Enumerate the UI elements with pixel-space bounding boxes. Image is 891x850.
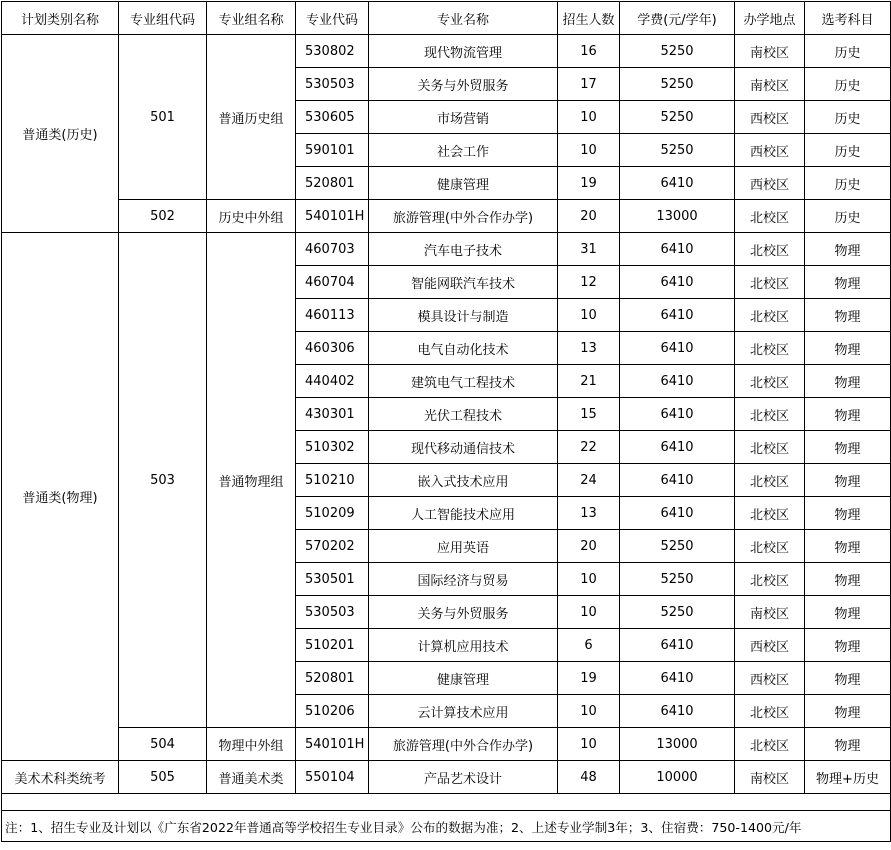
- campus: 北校区: [735, 266, 805, 299]
- elective-subject: 历史: [805, 35, 891, 68]
- enroll-count: 15: [558, 398, 620, 431]
- tuition-fee: 5250: [620, 563, 735, 596]
- table-row: [2, 200, 891, 233]
- elective-subject: 物理: [805, 233, 891, 266]
- blank-row: [2, 794, 891, 811]
- elective-subject: 物理: [805, 563, 891, 596]
- table-row: [2, 728, 891, 761]
- elective-subject: 历史: [805, 200, 891, 233]
- elective-subject: 物理: [805, 530, 891, 563]
- campus: 北校区: [735, 431, 805, 464]
- elective-subject: 物理: [805, 266, 891, 299]
- enroll-count: 10: [558, 695, 620, 728]
- enroll-count: 6: [558, 629, 620, 662]
- campus: 西校区: [735, 167, 805, 200]
- major-name: 汽车电子技术: [369, 233, 558, 266]
- elective-subject: 历史: [805, 68, 891, 101]
- major-name: 现代移动通信技术: [369, 431, 558, 464]
- campus: 北校区: [735, 299, 805, 332]
- enroll-count: 19: [558, 167, 620, 200]
- campus: 北校区: [735, 398, 805, 431]
- table-body: [2, 35, 891, 842]
- enroll-count: 16: [558, 35, 620, 68]
- enroll-count: 13: [558, 332, 620, 365]
- major-code: 530802: [296, 35, 369, 68]
- enroll-count: 10: [558, 299, 620, 332]
- campus: 南校区: [735, 68, 805, 101]
- enroll-count: 48: [558, 761, 620, 794]
- header-category: 计划类别名称: [2, 2, 119, 35]
- enroll-count: 31: [558, 233, 620, 266]
- major-code: 530503: [296, 68, 369, 101]
- major-name: 现代物流管理: [369, 35, 558, 68]
- table-row: [2, 761, 891, 794]
- elective-subject: 历史: [805, 101, 891, 134]
- major-name: 健康管理: [369, 662, 558, 695]
- enroll-count: 21: [558, 365, 620, 398]
- major-code: 510302: [296, 431, 369, 464]
- category-history: 普通类(历史): [2, 35, 119, 233]
- tuition-fee: 10000: [620, 761, 735, 794]
- enroll-count: 22: [558, 431, 620, 464]
- tuition-fee: 6410: [620, 464, 735, 497]
- tuition-fee: 5250: [620, 134, 735, 167]
- elective-subject: 物理: [805, 464, 891, 497]
- group-code: 502: [119, 200, 207, 233]
- enroll-count: 10: [558, 134, 620, 167]
- group-name: 物理中外组: [207, 728, 296, 761]
- campus: 西校区: [735, 134, 805, 167]
- tuition-fee: 6410: [620, 266, 735, 299]
- tuition-fee: 6410: [620, 365, 735, 398]
- major-code: 460703: [296, 233, 369, 266]
- elective-subject: 物理: [805, 695, 891, 728]
- campus: 北校区: [735, 464, 805, 497]
- header-major-code: 专业代码: [296, 2, 369, 35]
- elective-subject: 物理+历史: [805, 761, 891, 794]
- header-campus: 办学地点: [735, 2, 805, 35]
- header-subject: 选考科目: [805, 2, 891, 35]
- major-code: 590101: [296, 134, 369, 167]
- major-name: 市场营销: [369, 101, 558, 134]
- group-name: 普通历史组: [207, 35, 296, 200]
- major-name: 社会工作: [369, 134, 558, 167]
- tuition-fee: 5250: [620, 35, 735, 68]
- major-name: 旅游管理(中外合作办学): [369, 728, 558, 761]
- header-row: [2, 2, 891, 35]
- major-code: 530605: [296, 101, 369, 134]
- major-code: 540101H: [296, 200, 369, 233]
- elective-subject: 物理: [805, 596, 891, 629]
- major-code: 550104: [296, 761, 369, 794]
- major-name: 云计算技术应用: [369, 695, 558, 728]
- group-code: 505: [119, 761, 207, 794]
- major-name: 人工智能技术应用: [369, 497, 558, 530]
- footnote: 注：1、招生专业及计划以《广东省2022年普通高等学校招生专业目录》公布的数据为准；2、上述专业学制3年；3、住宿费：750-1400元/年: [2, 811, 891, 842]
- campus: 北校区: [735, 365, 805, 398]
- group-code: 503: [119, 233, 207, 728]
- elective-subject: 物理: [805, 398, 891, 431]
- campus: 北校区: [735, 563, 805, 596]
- major-code: 530501: [296, 563, 369, 596]
- major-name: 应用英语: [369, 530, 558, 563]
- campus: 南校区: [735, 596, 805, 629]
- table-row: [2, 233, 891, 266]
- elective-subject: 物理: [805, 332, 891, 365]
- major-code: 460704: [296, 266, 369, 299]
- major-name: 智能网联汽车技术: [369, 266, 558, 299]
- tuition-fee: 13000: [620, 200, 735, 233]
- group-name: 普通美术类: [207, 761, 296, 794]
- group-name: 普通物理组: [207, 233, 296, 728]
- major-name: 建筑电气工程技术: [369, 365, 558, 398]
- header-fee: 学费(元/学年): [620, 2, 735, 35]
- category-physics: 普通类(物理): [2, 233, 119, 761]
- campus: 南校区: [735, 35, 805, 68]
- elective-subject: 物理: [805, 299, 891, 332]
- major-name: 旅游管理(中外合作办学): [369, 200, 558, 233]
- enroll-count: 12: [558, 266, 620, 299]
- blank-cell: [2, 794, 891, 811]
- enroll-count: 10: [558, 728, 620, 761]
- enroll-count: 24: [558, 464, 620, 497]
- tuition-fee: 6410: [620, 332, 735, 365]
- elective-subject: 历史: [805, 167, 891, 200]
- header-count: 招生人数: [558, 2, 620, 35]
- tuition-fee: 6410: [620, 398, 735, 431]
- tuition-fee: 6410: [620, 497, 735, 530]
- enroll-count: 10: [558, 101, 620, 134]
- elective-subject: 历史: [805, 134, 891, 167]
- group-code: 501: [119, 35, 207, 200]
- major-code: 540101H: [296, 728, 369, 761]
- major-name: 关务与外贸服务: [369, 68, 558, 101]
- major-name: 光伏工程技术: [369, 398, 558, 431]
- elective-subject: 物理: [805, 629, 891, 662]
- tuition-fee: 5250: [620, 596, 735, 629]
- campus: 西校区: [735, 629, 805, 662]
- tuition-fee: 6410: [620, 431, 735, 464]
- campus: 北校区: [735, 530, 805, 563]
- category-art: 美术术科类统考: [2, 761, 119, 794]
- major-name: 电气自动化技术: [369, 332, 558, 365]
- major-code: 440402: [296, 365, 369, 398]
- major-code: 510209: [296, 497, 369, 530]
- group-code: 504: [119, 728, 207, 761]
- major-code: 520801: [296, 167, 369, 200]
- campus: 北校区: [735, 233, 805, 266]
- campus: 北校区: [735, 200, 805, 233]
- major-code: 460113: [296, 299, 369, 332]
- major-code: 530503: [296, 596, 369, 629]
- group-name: 历史中外组: [207, 200, 296, 233]
- major-code: 430301: [296, 398, 369, 431]
- major-name: 计算机应用技术: [369, 629, 558, 662]
- major-code: 460306: [296, 332, 369, 365]
- tuition-fee: 6410: [620, 299, 735, 332]
- elective-subject: 物理: [805, 728, 891, 761]
- note-row: [2, 811, 891, 842]
- major-code: 520801: [296, 662, 369, 695]
- campus: 西校区: [735, 101, 805, 134]
- elective-subject: 物理: [805, 662, 891, 695]
- campus: 北校区: [735, 332, 805, 365]
- campus: 北校区: [735, 728, 805, 761]
- enroll-count: 19: [558, 662, 620, 695]
- enroll-count: 13: [558, 497, 620, 530]
- header-group-code: 专业组代码: [119, 2, 207, 35]
- enroll-count: 20: [558, 200, 620, 233]
- table-row: [2, 35, 891, 68]
- enrollment-plan-table: [1, 1, 891, 842]
- tuition-fee: 13000: [620, 728, 735, 761]
- enroll-count: 17: [558, 68, 620, 101]
- tuition-fee: 6410: [620, 629, 735, 662]
- elective-subject: 物理: [805, 497, 891, 530]
- tuition-fee: 6410: [620, 167, 735, 200]
- major-name: 关务与外贸服务: [369, 596, 558, 629]
- tuition-fee: 6410: [620, 233, 735, 266]
- major-code: 510201: [296, 629, 369, 662]
- major-name: 模具设计与制造: [369, 299, 558, 332]
- tuition-fee: 6410: [620, 662, 735, 695]
- tuition-fee: 5250: [620, 101, 735, 134]
- major-name: 健康管理: [369, 167, 558, 200]
- enroll-count: 10: [558, 596, 620, 629]
- major-name: 国际经济与贸易: [369, 563, 558, 596]
- major-code: 570202: [296, 530, 369, 563]
- tuition-fee: 5250: [620, 530, 735, 563]
- tuition-fee: 6410: [620, 695, 735, 728]
- header-group-name: 专业组名称: [207, 2, 296, 35]
- major-name: 嵌入式技术应用: [369, 464, 558, 497]
- campus: 北校区: [735, 695, 805, 728]
- enroll-count: 10: [558, 563, 620, 596]
- tuition-fee: 5250: [620, 68, 735, 101]
- elective-subject: 物理: [805, 365, 891, 398]
- major-name: 产品艺术设计: [369, 761, 558, 794]
- campus: 南校区: [735, 761, 805, 794]
- campus: 西校区: [735, 662, 805, 695]
- elective-subject: 物理: [805, 431, 891, 464]
- campus: 北校区: [735, 497, 805, 530]
- major-code: 510210: [296, 464, 369, 497]
- major-code: 510206: [296, 695, 369, 728]
- enroll-count: 20: [558, 530, 620, 563]
- header-major-name: 专业名称: [369, 2, 558, 35]
